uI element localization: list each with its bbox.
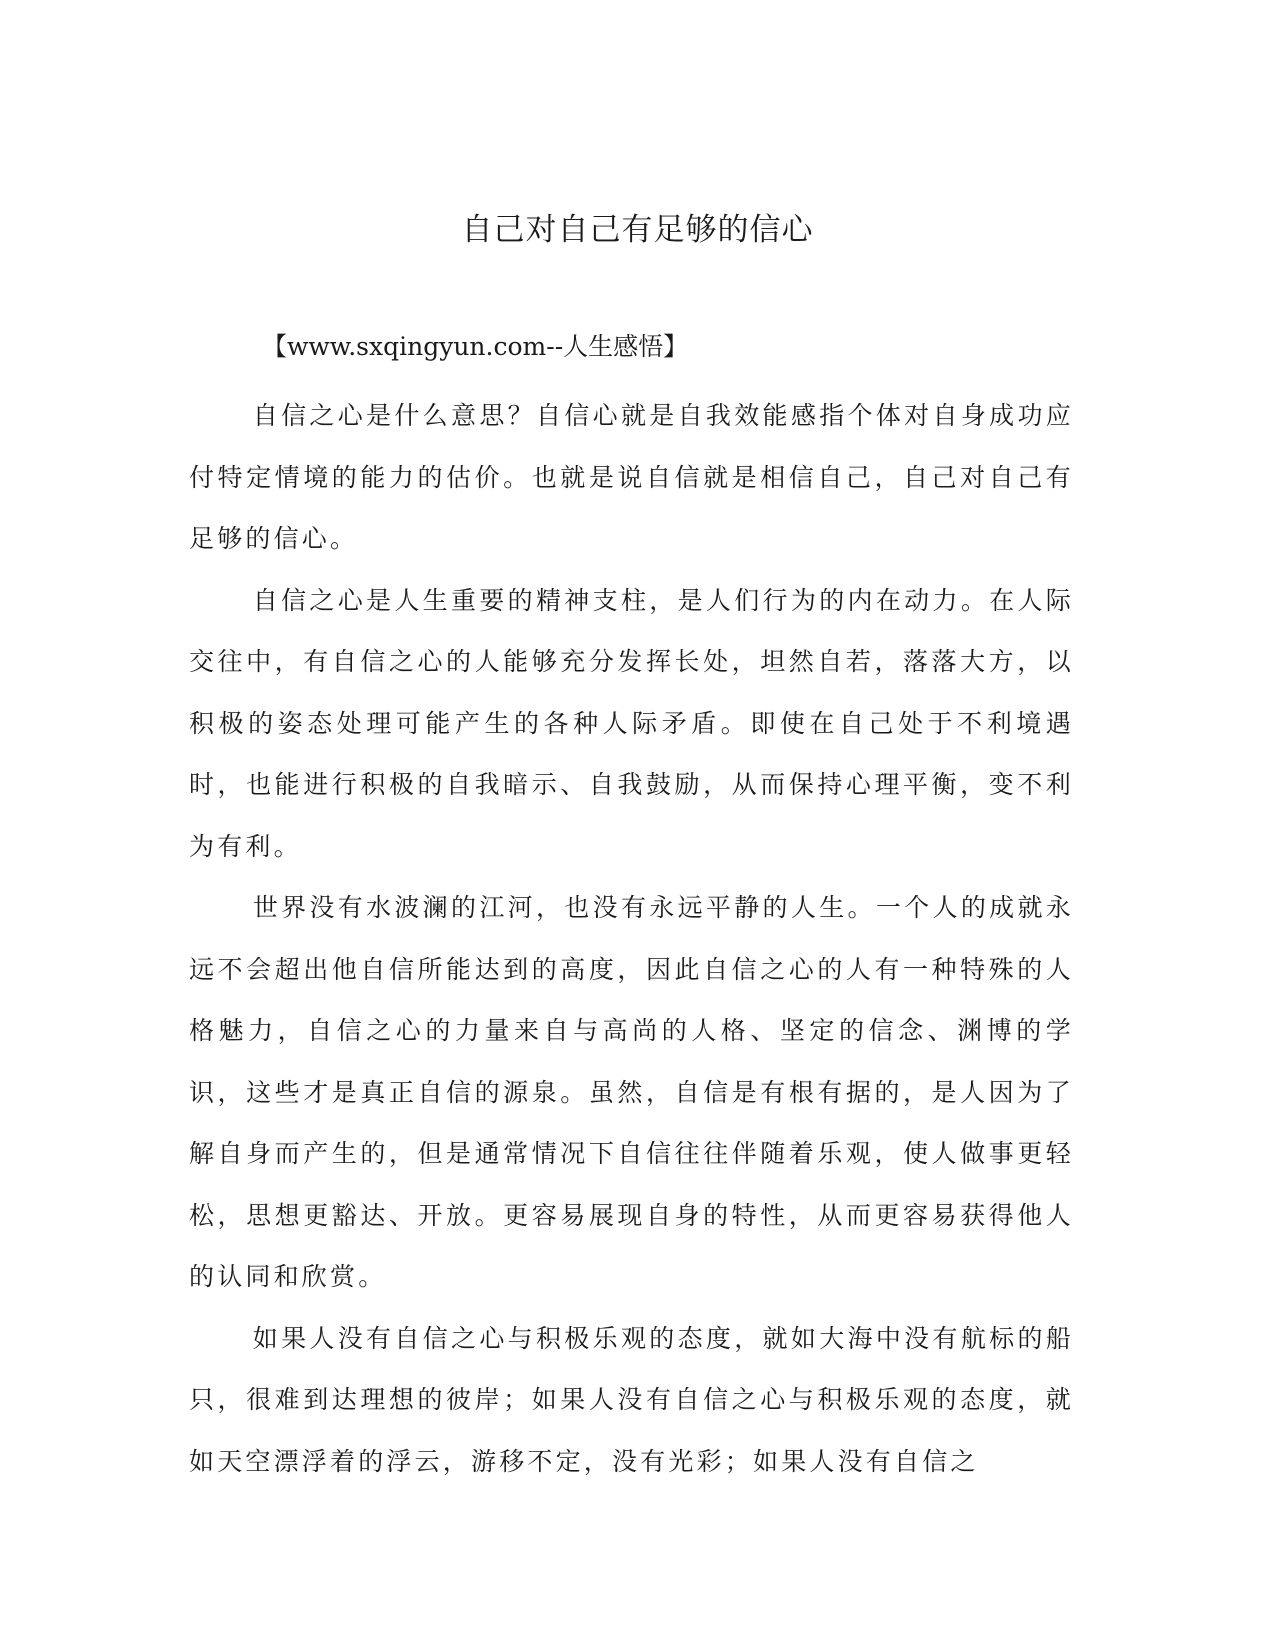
paragraph: 自信之心是什么意思？自信心就是自我效能感指个体对自身成功应付特定情境的能力的估价。也就是说自信就是相信自己，自己对自己有足够的信心。 xyxy=(189,401,1074,553)
paragraph: 如果人没有自信之心与积极乐观的态度，就如大海中没有航标的船只，很难到达理想的彼岸；如果人没有自信之心与积极乐观的态度，就如天空漂浮着的浮云，游移不定，没有光彩；如果人没有自信之 xyxy=(189,1323,1074,1476)
paragraph: 自信之心是人生重要的精神支柱，是人们行为的内在动力。在人际交往中，有自信之心的人能够充分发挥长处，坦然自若，落落大方，以积极的姿态处理可能产生的各种人际矛盾。即使在自己处于不利境遇时，也能进行积极的自我暗示、自我鼓励，从而保持心理平衡，变不利为有利。 xyxy=(189,585,1074,861)
article-body xyxy=(189,385,1074,1492)
source-line: 【www.sxqingyun.com--人生感悟】 xyxy=(262,332,689,361)
page-title: 自己对自己有足够的信心 xyxy=(461,212,814,248)
paragraph: 世界没有水波澜的江河，也没有永远平静的人生。一个人的成就永远不会超出他自信所能达到的高度，因此自信之心的人有一种特殊的人格魅力，自信之心的力量来自与高尚的人格、坚定的信念、渊博的学识，这些才是真正自信的源泉。虽然，自信是有根有据的，是人因为了解自身而产生的，但是通常情况下自信往往伴随着乐观，使人做事更轻松，思想更豁达、开放。更容易展现自身的特性，从而更容易获得他人的认同和欣赏。 xyxy=(189,893,1074,1291)
